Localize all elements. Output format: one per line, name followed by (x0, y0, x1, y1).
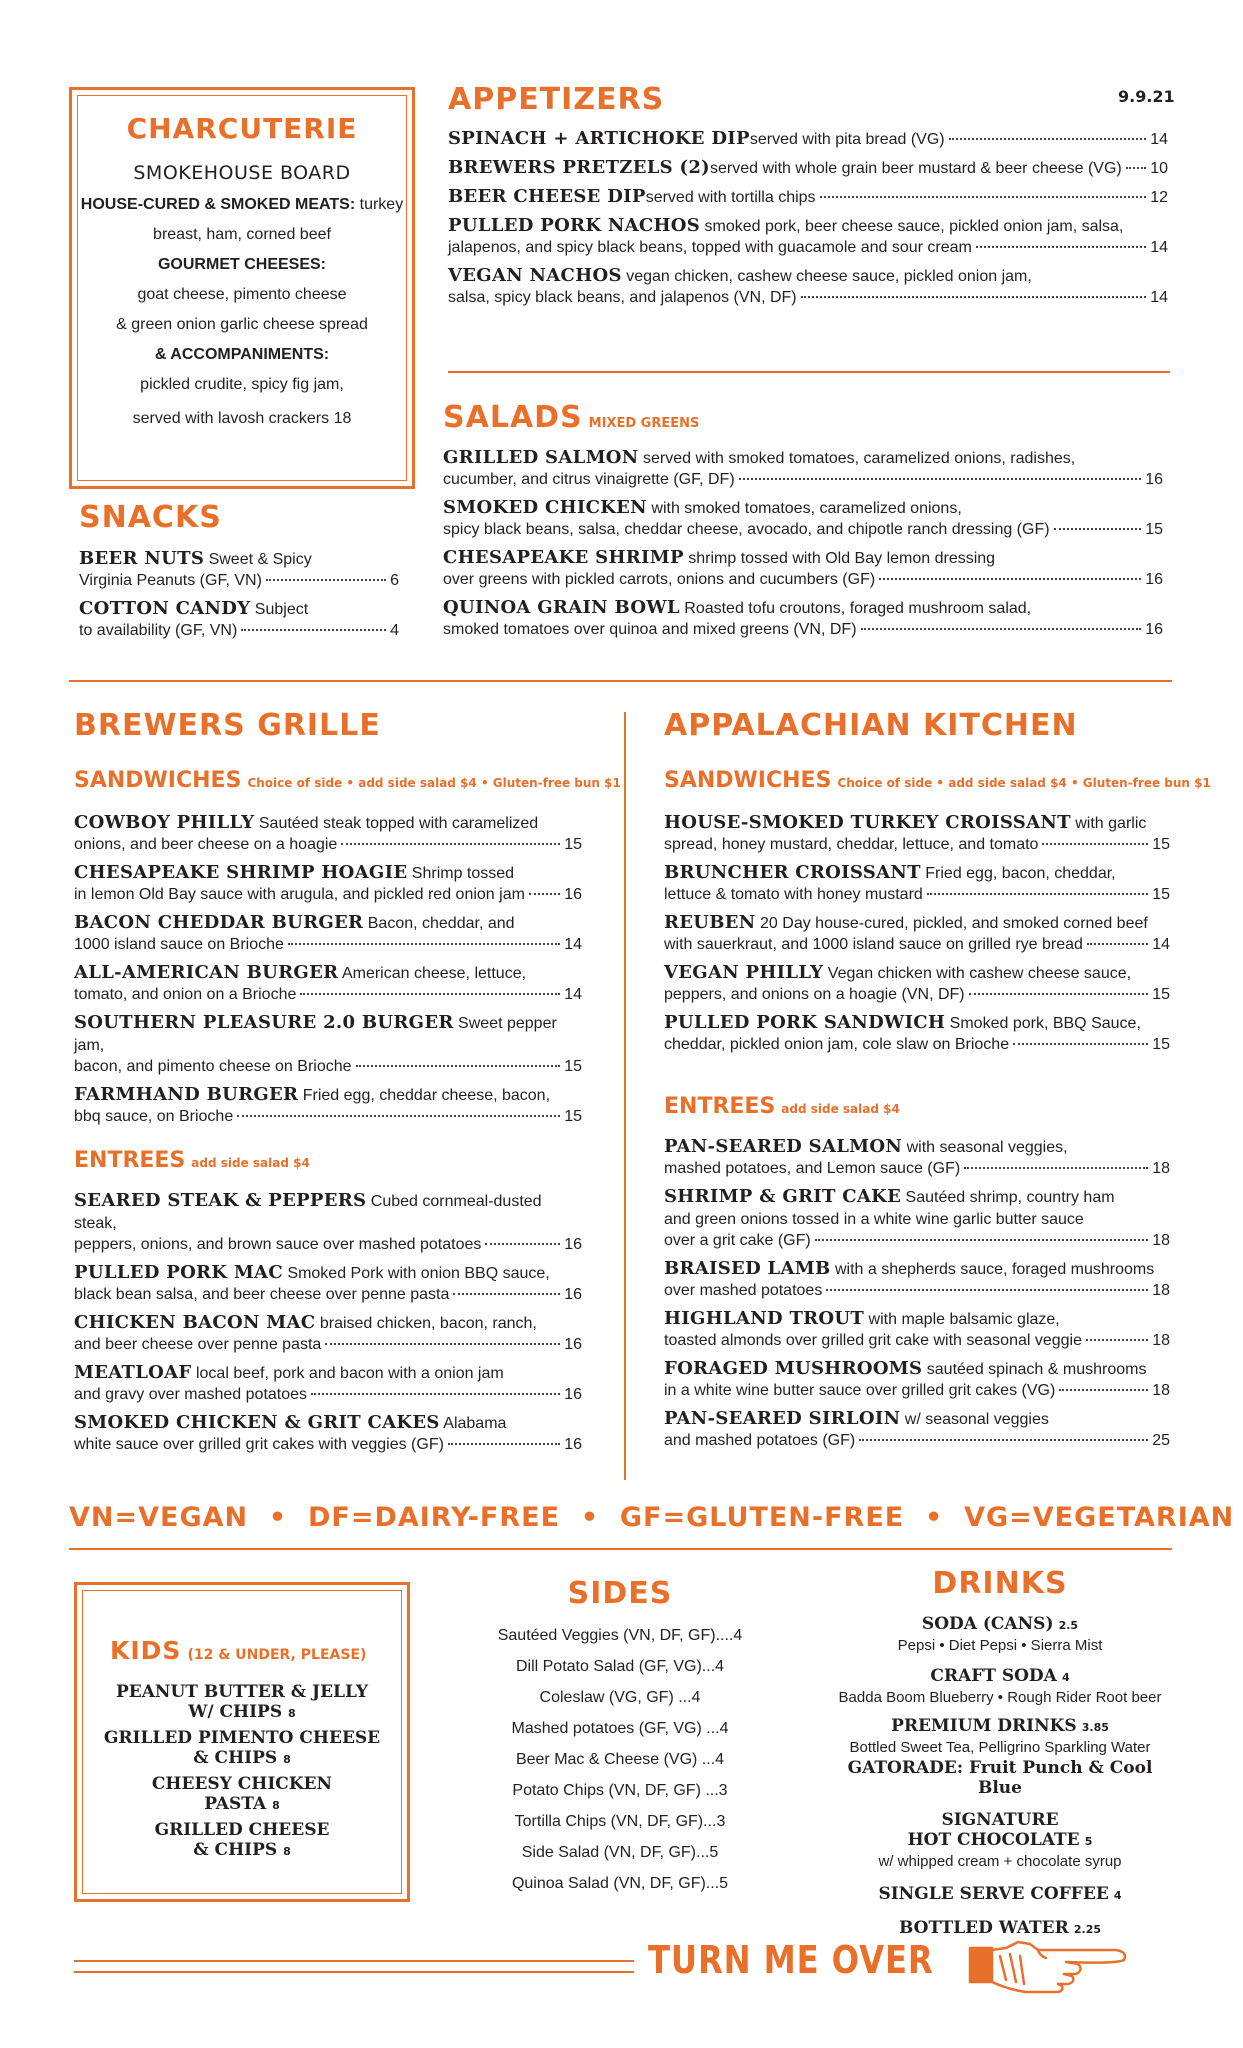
charcuterie-board-name: SMOKEHOUSE BOARD (133, 162, 351, 184)
divider (69, 680, 1172, 682)
dietary-legend: VN=VEGAN • DF=DAIRY-FREE • GF=GLUTEN-FREE • VG=VEGETARIAN (69, 1502, 1235, 1533)
grille-entree-list (74, 1190, 582, 1462)
list-item: PREMIUM DRINKS 3.85 Bottled Sweet Tea, Pelligrino Sparkling Water GATORADE: Fruit Punch & Cool Blue (847, 1716, 1153, 1798)
kitchen-entree-list (664, 1136, 1170, 1458)
list-item: SIGNATURE (941, 1810, 1059, 1830)
list-item: SOUTHERN PLEASURE 2.0 BURGER Sweet pepper jam, bacon, and pimento cheese on Brioche 15 (74, 1012, 582, 1075)
kitchen-sandwiches-title: SANDWICHES Choice of side • add side salad $4 • Gluten-free bun $1 (664, 768, 1211, 793)
sides-list (470, 1620, 770, 1899)
snacks-title: SNACKS (79, 500, 222, 535)
list-item: BREWERS PRETZELS (2) served with whole grain beer mustard & beer cheese (VG) 10 (448, 157, 1168, 178)
list-item: SMOKED CHICKEN with smoked tomatoes, caramelized onions, spicy black beans, salsa, cheddar cheese, avocado, and chipotle ranch dressing (GF) 15 (443, 497, 1163, 538)
list-item: PULLED PORK SANDWICH Smoked pork, BBQ Sauce, cheddar, pickled onion jam, cole slaw on Brioche 15 (664, 1012, 1170, 1053)
list-item: PEANUT BUTTER & JELLY W/ CHIPS 8 (116, 1682, 368, 1722)
list-item: FORAGED MUSHROOMS sautéed spinach & mushrooms in a white wine butter sauce over grilled grit cakes (VG) 18 (664, 1358, 1170, 1399)
appetizers-title: APPETIZERS (448, 82, 665, 117)
list-item: SINGLE SERVE COFFEE 4 (878, 1884, 1122, 1904)
list-item: CHICKEN BACON MAC braised chicken, bacon, ranch, and beer cheese over penne pasta 16 (74, 1312, 582, 1353)
list-item: Side Salad (VN, DF, GF)...5 (521, 1844, 719, 1861)
list-item: PULLED PORK MAC Smoked Pork with onion BBQ sauce, black bean salsa, and beer cheese over penne pasta 16 (74, 1262, 582, 1303)
list-item: SMOKED CHICKEN & GRIT CAKES Alabama white sauce over grilled grit cakes with veggies (GF) 16 (74, 1412, 582, 1453)
list-item: BOTTLED WATER 2.25 (899, 1918, 1101, 1938)
list-item: GRILLED PIMENTO CHEESE & CHIPS 8 (103, 1728, 381, 1768)
list-item: SPINACH + ARTICHOKE DIP served with pita bread (VG) 14 (448, 128, 1168, 149)
list-item: VEGAN NACHOS vegan chicken, cashew cheese sauce, pickled onion jam, salsa, spicy black beans, and jalapenos (VN, DF) 14 (448, 265, 1168, 306)
grille-sandwiches-title: SANDWICHES Choice of side • add side salad $4 • Gluten-free bun $1 (74, 768, 621, 793)
column-divider (624, 712, 626, 1480)
charcuterie-description: HOUSE-CURED & SMOKED MEATS: turkey breast, ham, corned beef GOURMET CHEESES: goat cheese, pimento cheese & green onion garlic cheese spread & ACCOMPANIMENTS: pickled crudite, spicy fig jam, served with lavosh crackers 18 (80, 196, 404, 427)
grille-title: BREWERS GRILLE (74, 708, 381, 743)
list-item: PAN-SEARED SALMON with seasonal veggies, mashed potatoes, and Lemon sauce (GF) 18 (664, 1136, 1170, 1177)
list-item: BEER NUTS Sweet & Spicy Virginia Peanuts (GF, VN) 6 (79, 548, 399, 589)
drinks-title: DRINKS (932, 1566, 1068, 1601)
list-item: COWBOY PHILLY Sautéed steak topped with caramelized onions, and beer cheese on a hoagie 15 (74, 812, 582, 853)
list-item: REUBEN 20 Day house-cured, pickled, and smoked corned beef with sauerkraut, and 1000 island sauce on grilled rye bread 14 (664, 912, 1170, 953)
pointing-hand-icon (966, 1930, 1136, 2000)
turn-me-over-text: TURN ME OVER (648, 1938, 934, 1982)
list-item: SHRIMP & GRIT CAKE Sautéed shrimp, country ham and green onions tossed in a white wine garlic butter sauce over a grit cake (GF) 18 (664, 1186, 1170, 1249)
grille-sandwich-list (74, 812, 582, 1134)
list-item: Potato Chips (VN, DF, GF) ...3 (512, 1782, 728, 1799)
list-item: Tortilla Chips (VN, DF, GF)...3 (514, 1813, 726, 1830)
snacks-list (79, 548, 399, 648)
list-item: CHESAPEAKE SHRIMP shrimp tossed with Old Bay lemon dressing over greens with pickled carrots, onions and cucumbers (GF) 16 (443, 547, 1163, 588)
drinks-list (830, 1614, 1170, 1944)
list-item: CRAFT SODA 4 Badda Boom Blueberry • Rough Rider Root beer (838, 1666, 1162, 1706)
kids-list (84, 1682, 400, 1866)
list-item: ALL-AMERICAN BURGER American cheese, lettuce, tomato, and onion on a Brioche 14 (74, 962, 582, 1003)
grille-entrees-title: ENTREES add side salad $4 (74, 1148, 310, 1173)
divider (448, 371, 1170, 373)
list-item: SEARED STEAK & PEPPERS Cubed cornmeal-dusted steak, peppers, onions, and brown sauce over mashed potatoes 16 (74, 1190, 582, 1253)
kids-title: KIDS (12 & UNDER, PLEASE) (110, 1636, 367, 1665)
list-item: GRILLED SALMON served with smoked tomatoes, caramelized onions, radishes, cucumber, and citrus vinaigrette (GF, DF) 16 (443, 447, 1163, 488)
list-item: Coleslaw (VG, GF) ...4 (539, 1689, 701, 1706)
footer-line-top (74, 1960, 634, 1962)
list-item: HOUSE-SMOKED TURKEY CROISSANT with garlic spread, honey mustard, cheddar, lettuce, and tomato 15 (664, 812, 1170, 853)
list-item: VEGAN PHILLY Vegan chicken with cashew cheese sauce, peppers, and onions on a hoagie (VN, DF) 15 (664, 962, 1170, 1003)
kitchen-entrees-title: ENTREES add side salad $4 (664, 1094, 900, 1119)
list-item: HIGHLAND TROUT with maple balsamic glaze, toasted almonds over grilled grit cake with seasonal veggie 18 (664, 1308, 1170, 1349)
kitchen-title: APPALACHIAN KITCHEN (664, 708, 1078, 743)
appetizers-list (448, 128, 1168, 315)
list-item: SODA (CANS) 2.5 Pepsi • Diet Pepsi • Sierra Mist (897, 1614, 1103, 1654)
list-item: QUINOA GRAIN BOWL Roasted tofu croutons, foraged mushroom salad, smoked tomatoes over quinoa and mixed greens (VN, DF) 16 (443, 597, 1163, 638)
menu-date: 9.9.21 (1118, 87, 1175, 106)
footer-line-bottom (74, 1971, 634, 1973)
list-item: BRAISED LAMB with a shepherds sauce, foraged mushrooms over mashed potatoes 18 (664, 1258, 1170, 1299)
list-item: CHEESY CHICKEN PASTA 8 (151, 1774, 333, 1814)
list-item: Beer Mac & Cheese (VG) ...4 (515, 1751, 725, 1768)
salads-title: SALADS MIXED GREENS (443, 400, 700, 435)
kitchen-sandwich-list (664, 812, 1170, 1062)
list-item: COTTON CANDY Subject to availability (GF, VN) 4 (79, 598, 399, 639)
list-item: HOT CHOCOLATE 5 w/ whipped cream + chocolate syrup (878, 1830, 1122, 1870)
list-item: BRUNCHER CROISSANT Fried egg, bacon, cheddar, lettuce & tomato with honey mustard 15 (664, 862, 1170, 903)
list-item: PULLED PORK NACHOS smoked pork, beer cheese sauce, pickled onion jam, salsa, jalapenos, and spicy black beans, topped with guacamole and sour cream 14 (448, 215, 1168, 256)
list-item: GRILLED CHEESE & CHIPS 8 (154, 1820, 330, 1860)
list-item: CHESAPEAKE SHRIMP HOAGIE Shrimp tossed in lemon Old Bay sauce with arugula, and pickled red onion jam 16 (74, 862, 582, 903)
list-item: Dill Potato Salad (GF, VG)...4 (515, 1658, 725, 1675)
list-item: FARMHAND BURGER Fried egg, cheddar cheese, bacon, bbq sauce, on Brioche 15 (74, 1084, 582, 1125)
salads-list (443, 447, 1163, 647)
list-item: MEATLOAF local beef, pork and bacon with a onion jam and gravy over mashed potatoes 16 (74, 1362, 582, 1403)
divider (69, 1548, 1172, 1550)
charcuterie-title: CHARCUTERIE (126, 112, 358, 145)
list-item: Mashed potatoes (GF, VG) ...4 (511, 1720, 729, 1737)
list-item: Quinoa Salad (VN, DF, GF)...5 (511, 1875, 729, 1892)
sides-title: SIDES (567, 1576, 673, 1611)
list-item: BACON CHEDDAR BURGER Bacon, cheddar, and 1000 island sauce on Brioche 14 (74, 912, 582, 953)
list-item: Sautéed Veggies (VN, DF, GF)....4 (497, 1627, 743, 1644)
list-item: PAN-SEARED SIRLOIN w/ seasonal veggies and mashed potatoes (GF) 25 (664, 1408, 1170, 1449)
list-item: BEER CHEESE DIP served with tortilla chips 12 (448, 186, 1168, 207)
